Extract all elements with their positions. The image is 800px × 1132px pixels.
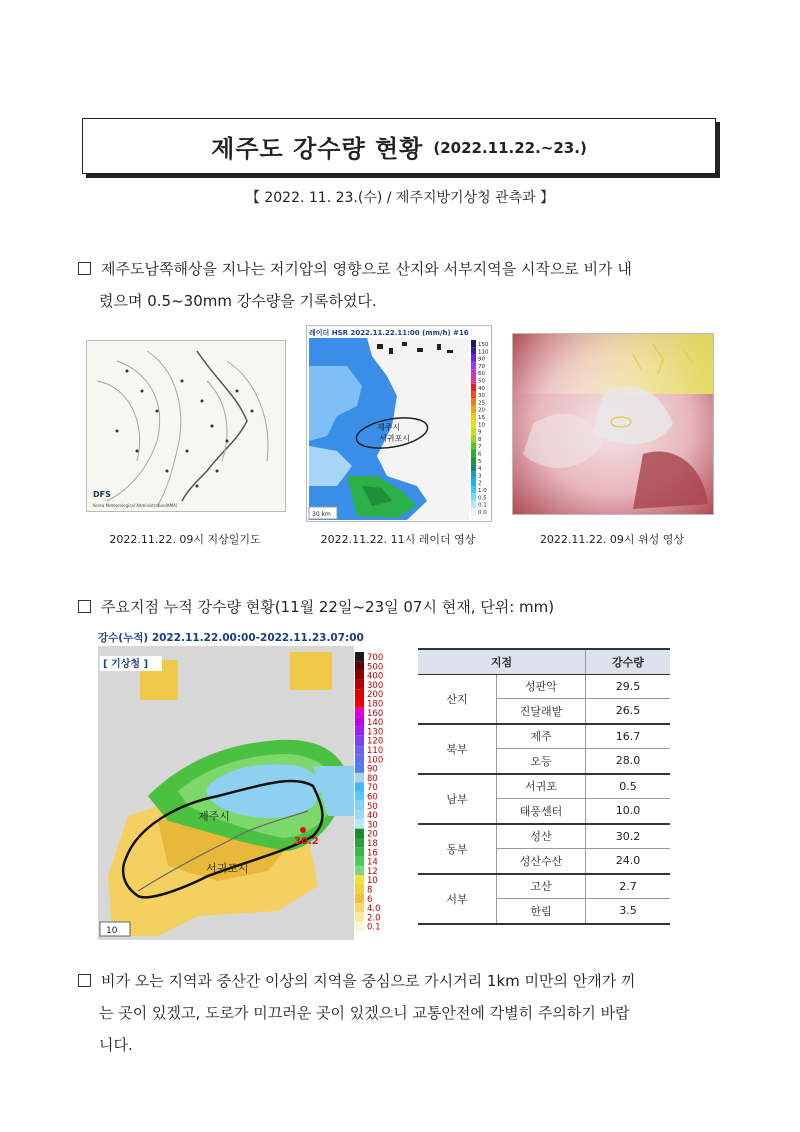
rainfall-value-cell: 10.0	[586, 799, 671, 824]
satellite-image	[512, 333, 714, 515]
radar-legend-label: 150	[478, 342, 489, 348]
weather-chart-caption: 2022.11.22. 09시 지상일기도	[109, 533, 261, 546]
accum-legend-label: 200	[367, 690, 384, 701]
table-row	[418, 824, 670, 849]
radar-legend-swatch	[471, 420, 476, 427]
accum-legend-label: 180	[367, 699, 384, 710]
rainfall-value-cell: 24.0	[586, 849, 671, 874]
accum-legend-label: 40	[367, 811, 378, 822]
accum-legend-label: 30	[367, 820, 378, 831]
radar-legend-swatch	[471, 377, 476, 384]
accum-legend-swatch	[355, 764, 364, 773]
radar-legend-label: 70	[478, 363, 485, 370]
satellite-graphic	[513, 334, 713, 514]
section2-heading	[78, 591, 728, 623]
table-row	[418, 774, 670, 799]
radar-legend-label: 3	[478, 473, 482, 480]
radar-legend-label: 20	[478, 407, 485, 414]
accum-legend-label: 300	[367, 680, 384, 691]
region-cell: 산지	[418, 674, 497, 724]
radar-legend-swatch	[471, 442, 476, 449]
radar-legend-label: 90	[478, 356, 485, 363]
checkbox-bullet-icon	[78, 262, 91, 275]
accum-map-title: 강수(누적) 2022.11.22.00:00-2022.11.23.07:00	[98, 632, 364, 644]
radar-legend-swatch	[471, 391, 476, 398]
radar-legend-swatch	[471, 479, 476, 486]
radar-graphic	[307, 326, 491, 521]
accum-legend-swatch	[355, 829, 364, 838]
accum-legend-label: 160	[367, 708, 384, 719]
accum-legend-label: 400	[367, 671, 384, 682]
rainfall-value-cell: 0.5	[586, 774, 671, 799]
accum-legend-label: 8	[367, 885, 373, 896]
radar-legend-label: 50	[478, 378, 485, 385]
rainfall-value-cell: 26.5	[586, 699, 671, 724]
radar-legend-swatch	[471, 457, 476, 464]
radar-legend-swatch	[471, 355, 476, 362]
accum-legend-label: 50	[367, 801, 378, 812]
accum-legend-swatch	[355, 792, 364, 801]
section3-line2: 는 곳이 있겠고, 도로가 미끄러운 곳이 있겠으니 교통안전에 각별히 주의하기 바랍	[99, 1004, 630, 1022]
accum-legend-label: 10	[367, 876, 378, 887]
radar-legend-swatch	[471, 347, 476, 354]
accum-legend-label: 6	[367, 894, 373, 905]
radar-legend-label: 15	[478, 415, 485, 421]
region-cell: 남부	[418, 774, 497, 824]
radar-label-seogwipo: 서귀포시	[379, 434, 410, 443]
accum-legend-swatch	[355, 819, 364, 828]
accum-legend-label: 60	[367, 792, 378, 803]
accum-legend-swatch	[355, 773, 364, 782]
station-cell: 제주	[497, 724, 586, 749]
weather-chart-image	[86, 340, 286, 512]
radar-legend-swatch	[471, 362, 476, 369]
accum-legend-swatch	[355, 903, 364, 912]
accum-legend-label: 4.0	[367, 904, 381, 915]
radar-legend-label: 30	[478, 393, 485, 400]
radar-legend-label: 0.0	[478, 509, 487, 516]
accum-legend-label: 80	[367, 773, 378, 784]
table-row	[418, 724, 670, 749]
section1-paragraph	[78, 253, 728, 317]
radar-legend-swatch	[471, 398, 476, 405]
station-cell: 성판악	[497, 674, 586, 699]
accum-rain-map	[98, 630, 398, 940]
accum-label-seogwipo: 서귀포시	[206, 862, 249, 875]
accum-legend-label: 140	[367, 718, 384, 729]
rainfall-value-cell: 28.0	[586, 749, 671, 774]
accum-legend-label: 120	[367, 736, 384, 747]
radar-legend-label: 6	[478, 451, 482, 458]
accum-scale-label: 10	[106, 926, 118, 936]
accum-legend-label: 130	[367, 727, 384, 738]
accum-legend-swatch	[355, 838, 364, 847]
accum-legend-swatch	[355, 680, 364, 689]
radar-legend-swatch	[471, 435, 476, 442]
accum-legend-swatch	[355, 661, 364, 670]
accum-legend-swatch	[355, 754, 364, 763]
station-cell: 진달래밭	[497, 699, 586, 724]
accum-legend-swatch	[355, 801, 364, 810]
accum-legend-swatch	[355, 699, 364, 708]
accum-legend-swatch	[355, 857, 364, 866]
radar-legend-label: 40	[478, 385, 485, 392]
accum-legend-label: 12	[367, 866, 378, 877]
section2-heading-text: 주요지점 누적 강수량 현황(11월 22일~23일 07시 현재, 단위: mm)	[101, 598, 555, 616]
accum-legend-swatch	[355, 717, 364, 726]
radar-legend-swatch	[471, 471, 476, 478]
radar-legend-swatch	[471, 493, 476, 500]
table-row	[418, 874, 670, 899]
radar-legend-swatch	[471, 369, 476, 376]
radar-legend	[471, 340, 489, 516]
rainfall-value-cell: 16.7	[586, 724, 671, 749]
accum-legend-swatch	[355, 736, 364, 745]
section1-line1: 제주도남쪽해상을 지나는 저기압의 영향으로 산지와 서부지역을 시작으로 비가 내	[101, 260, 632, 278]
section3-line1: 비가 오는 지역과 중산간 이상의 지역을 중심으로 가시거리 1km 미만의 안개가 끼	[101, 972, 636, 990]
radar-legend-label: 110	[478, 349, 489, 356]
accum-legend-label: 700	[367, 653, 384, 663]
accum-legend-swatch	[355, 894, 364, 903]
satellite-caption: 2022.11.22. 09시 위성 영상	[539, 533, 685, 546]
section3-line3: 니다.	[99, 1036, 133, 1054]
station-cell: 고산	[497, 874, 586, 899]
radar-legend-swatch	[471, 384, 476, 391]
radar-scale-label: 30 km	[312, 511, 331, 518]
rainfall-value-cell: 3.5	[586, 899, 671, 924]
station-cell: 성산수산	[497, 849, 586, 874]
station-cell: 태풍센터	[497, 799, 586, 824]
accum-legend-swatch	[355, 708, 364, 717]
radar-legend-swatch	[471, 340, 476, 347]
accum-max-value: 30.2	[294, 836, 319, 847]
rainfall-value-cell: 30.2	[586, 824, 671, 849]
radar-legend-swatch	[471, 450, 476, 457]
radar-legend-label: 10	[478, 422, 485, 429]
radar-caption: 2022.11.22. 11시 레이더 영상	[320, 533, 476, 546]
radar-legend-label: 8	[478, 436, 482, 443]
radar-legend-label: 25	[478, 400, 485, 407]
accum-legend-swatch	[355, 745, 364, 754]
title-box	[82, 118, 716, 174]
accum-legend-swatch	[355, 912, 364, 921]
region-cell: 북부	[418, 724, 497, 774]
weather-chart-footer: Korea Meteorological Administration(KMA)	[93, 503, 178, 508]
accum-legend-swatch	[355, 689, 364, 698]
table-row	[418, 674, 670, 699]
rainfall-table-body	[418, 674, 670, 924]
accum-legend-swatch	[355, 810, 364, 819]
radar-legend-label: 4	[478, 466, 482, 473]
table-header-station: 지점	[418, 649, 586, 674]
accum-legend-swatch	[355, 671, 364, 680]
radar-legend-label: 2	[478, 480, 482, 487]
radar-legend-swatch	[471, 413, 476, 420]
accum-legend-label: 500	[367, 662, 384, 673]
radar-header: 레이더 HSR 2022.11.22.11:00 (mm/h) #16	[309, 329, 469, 337]
accum-legend-label: 0.1	[367, 922, 381, 933]
accum-legend-label: 100	[367, 755, 384, 766]
title-date: (2022.11.22.~23.)	[433, 139, 587, 157]
accum-legend-swatch	[355, 922, 364, 931]
radar-legend-label: 0.1	[478, 502, 487, 509]
accum-legend	[355, 652, 383, 933]
checkbox-bullet-icon	[78, 600, 91, 613]
station-cell: 한림	[497, 899, 586, 924]
accum-map-graphic	[98, 646, 398, 940]
rainfall-table	[418, 648, 670, 925]
radar-legend-label: 0.5	[478, 495, 487, 502]
radar-legend-swatch	[471, 428, 476, 435]
accum-legend-label: 90	[367, 764, 378, 775]
station-cell: 성산	[497, 824, 586, 849]
section3-paragraph	[78, 965, 728, 1061]
radar-legend-swatch	[471, 486, 476, 493]
accum-legend-swatch	[355, 875, 364, 884]
radar-image	[306, 325, 492, 522]
radar-legend-label: 60	[478, 371, 485, 378]
accum-legend-label: 2.0	[367, 913, 381, 924]
accum-legend-label: 18	[367, 839, 378, 849]
radar-legend-swatch	[471, 501, 476, 508]
accum-legend-swatch	[355, 726, 364, 735]
accum-legend-swatch	[355, 866, 364, 875]
weather-chart-logo: DFS	[93, 490, 111, 499]
accum-legend-label: 20	[367, 829, 378, 840]
accum-legend-label: 70	[367, 783, 378, 794]
radar-legend-swatch	[471, 464, 476, 471]
page-subtitle: 【 2022. 11. 23.(수) / 제주지방기상청 관측과 】	[245, 190, 555, 206]
accum-map-source: [ 기상청 ]	[103, 659, 149, 670]
accum-legend-swatch	[355, 782, 364, 791]
radar-legend-label: 7	[478, 444, 482, 451]
region-cell: 동부	[418, 824, 497, 874]
radar-label-jeju: 제주시	[377, 423, 401, 432]
radar-legend-swatch	[471, 508, 476, 515]
checkbox-bullet-icon	[78, 974, 91, 987]
rainfall-value-cell: 2.7	[586, 874, 671, 899]
accum-legend-swatch	[355, 847, 364, 856]
weather-chart-graphic	[87, 341, 285, 511]
station-cell: 오등	[497, 749, 586, 774]
radar-legend-swatch	[471, 406, 476, 413]
accum-legend-label: 16	[367, 848, 378, 859]
region-cell: 서부	[418, 874, 497, 924]
accum-legend-label: 14	[367, 857, 378, 868]
rainfall-value-cell: 29.5	[586, 674, 671, 699]
section1-line2: 렸으며 0.5~30mm 강수량을 기록하였다.	[99, 292, 377, 310]
station-cell: 서귀포	[497, 774, 586, 799]
page-title: 제주도 강수량 현황	[211, 134, 424, 163]
radar-legend-label: 1.0	[478, 488, 487, 494]
table-header-rainfall: 강수량	[586, 649, 671, 674]
radar-legend-label: 5	[478, 458, 482, 465]
radar-legend-label: 9	[478, 429, 482, 436]
accum-legend-swatch	[355, 885, 364, 894]
accum-legend-swatch	[355, 652, 364, 661]
accum-label-jeju: 제주시	[198, 810, 230, 823]
accum-legend-label: 110	[367, 746, 384, 756]
